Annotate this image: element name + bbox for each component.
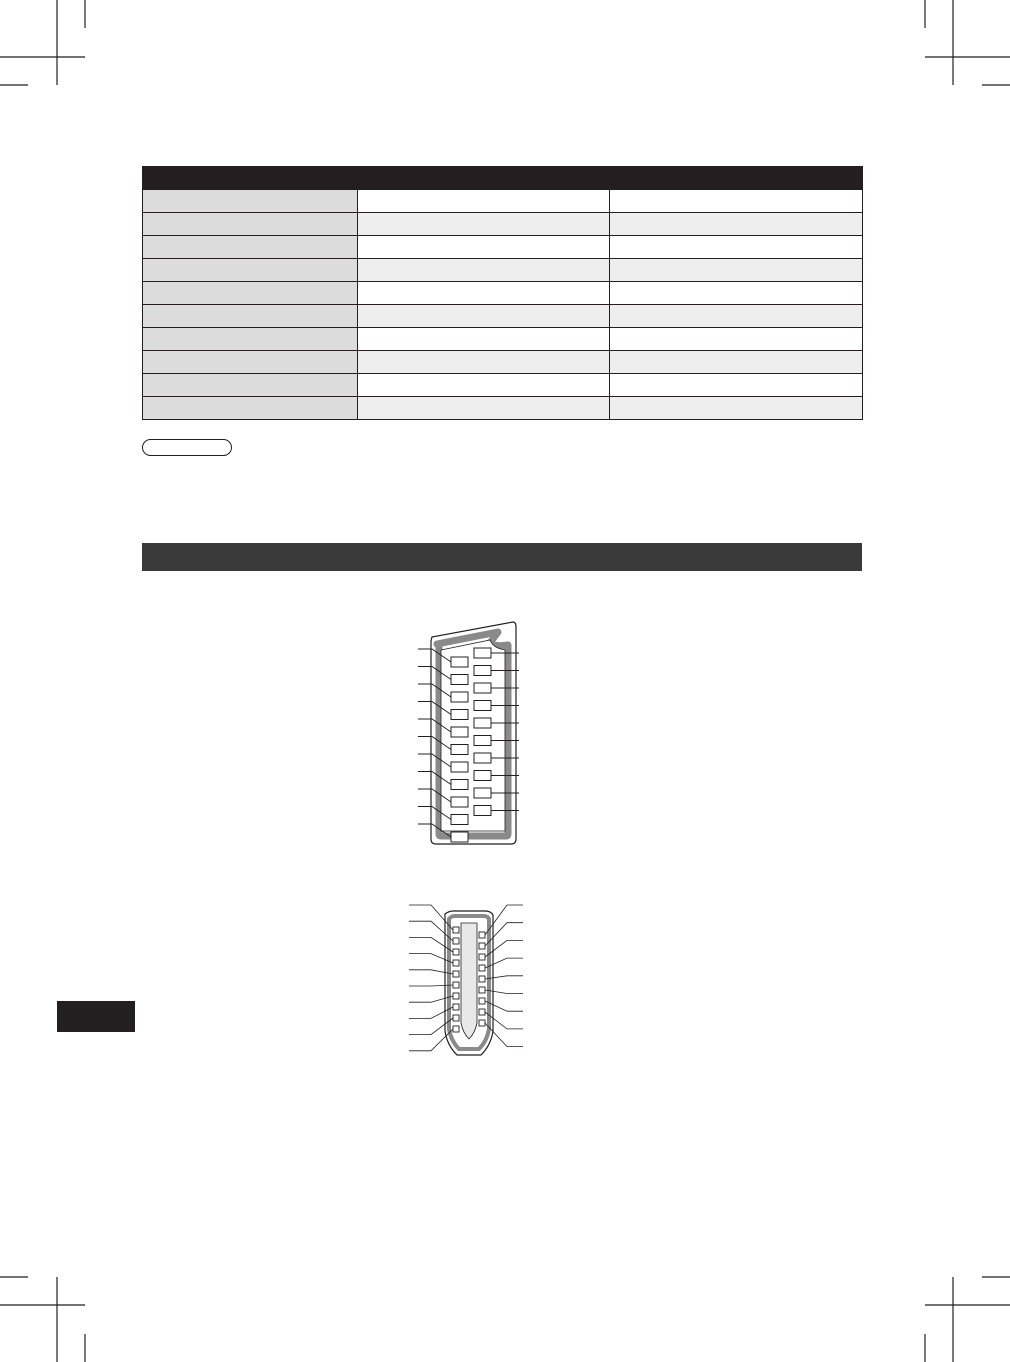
scart-connector-diagram [410, 615, 525, 850]
table-row [143, 397, 863, 420]
table-cell [610, 259, 863, 282]
table-cell [610, 236, 863, 259]
table-header-cell [358, 167, 610, 190]
table-cell [358, 190, 610, 213]
row-label-cell [143, 282, 358, 305]
table-cell [358, 351, 610, 374]
table-row [143, 305, 863, 328]
row-label-cell [143, 236, 358, 259]
table-cell [358, 305, 610, 328]
table-row [143, 282, 863, 305]
table-cell [610, 282, 863, 305]
table-cell [610, 397, 863, 420]
table-cell [610, 328, 863, 351]
row-label-cell [143, 351, 358, 374]
table-cell [358, 328, 610, 351]
row-label-cell [143, 397, 358, 420]
table-cell [358, 236, 610, 259]
row-label-cell [143, 374, 358, 397]
table-cell [610, 351, 863, 374]
table-cell [358, 282, 610, 305]
side-tab [57, 1001, 135, 1032]
table-cell [358, 259, 610, 282]
table-cell [610, 305, 863, 328]
table-header-cell [143, 167, 358, 190]
table-row [143, 259, 863, 282]
table-cell [358, 213, 610, 236]
row-label-cell [143, 190, 358, 213]
table-cell [358, 397, 610, 420]
note-label [142, 439, 232, 456]
table-cell [358, 374, 610, 397]
table-row [143, 190, 863, 213]
spec-table [142, 166, 863, 420]
row-label-cell [143, 213, 358, 236]
table-cell [610, 190, 863, 213]
row-label-cell [143, 259, 358, 282]
table-row [143, 374, 863, 397]
row-label-cell [143, 328, 358, 351]
hdmi-connector-diagram [405, 897, 530, 1072]
table-row [143, 213, 863, 236]
table-row [143, 351, 863, 374]
table-header-row [143, 167, 863, 190]
table-row [143, 328, 863, 351]
table-cell [610, 374, 863, 397]
table-header-cell [610, 167, 863, 190]
table-row [143, 236, 863, 259]
row-label-cell [143, 305, 358, 328]
table-cell [610, 213, 863, 236]
section-title-bar [142, 543, 862, 571]
